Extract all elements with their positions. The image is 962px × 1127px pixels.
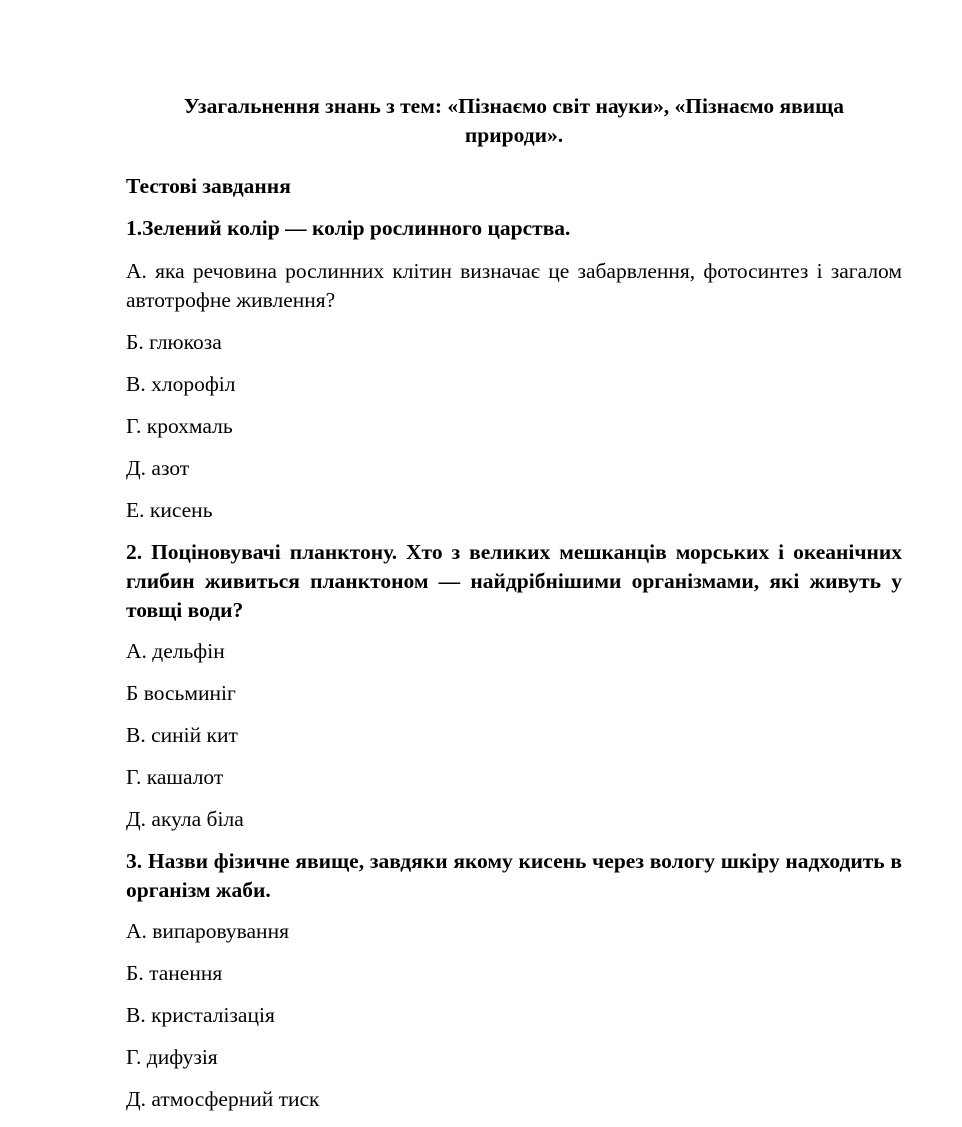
answer-option: А. яка речовина рослинних клітин визначає це забарвлення, фотосинтез і загалом автотрофне живлення? bbox=[126, 259, 902, 312]
question-3 bbox=[126, 847, 902, 1114]
document-page bbox=[126, 92, 902, 1127]
answer-option: Е. кисень bbox=[126, 498, 213, 522]
section-title: Тестові завдання bbox=[126, 174, 291, 198]
question-1 bbox=[126, 214, 902, 525]
answer-option: Д. азот bbox=[126, 456, 190, 480]
answer-option: Б. глюкоза bbox=[126, 330, 222, 354]
answer-option: А. випаровування bbox=[126, 919, 289, 943]
answer-option: В. синій кит bbox=[126, 723, 238, 747]
answer-option: Д. акула біла bbox=[126, 807, 244, 831]
answer-option: В. хлорофіл bbox=[126, 372, 236, 396]
answer-option: А. дельфін bbox=[126, 639, 225, 663]
answer-option: Д. атмосферний тиск bbox=[126, 1087, 320, 1111]
question-text: 1.Зелений колір — колір рослинного царства. bbox=[126, 216, 571, 240]
question-text: 2. Поціновувачі планктону. Хто з великих мешканців морських і океанічних глибин живиться планктоном — найдрібнішими організмами, які живуть у товщі води? bbox=[126, 540, 902, 622]
answer-option: Б восьминіг bbox=[126, 681, 236, 705]
document-title: Узагальнення знань з тем: «Пізнаємо світ науки», «Пізнаємо явища природи». bbox=[183, 94, 845, 147]
answer-option: Г. крохмаль bbox=[126, 414, 233, 438]
answer-option: В. кристалізація bbox=[126, 1003, 275, 1027]
answer-option: Г. кашалот bbox=[126, 765, 224, 789]
answer-option: Б. танення bbox=[126, 961, 223, 985]
answer-option: Г. дифузія bbox=[126, 1045, 218, 1069]
question-2 bbox=[126, 538, 902, 834]
question-text: 3. Назви фізичне явище, завдяки якому кисень через вологу шкіру надходить в організм жаби. bbox=[126, 849, 902, 902]
